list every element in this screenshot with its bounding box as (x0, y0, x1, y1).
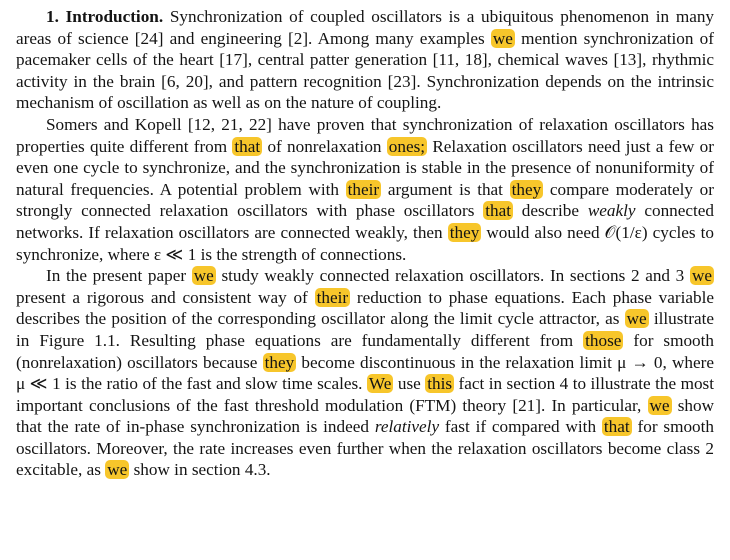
highlighted-word: we (107, 460, 128, 480)
text-run: Relaxation oscillators need just a few or even one cycle to synchronize, and the synchronization is stable in the presence of nonuniformity of natural frequencies. A potential problem with (16, 136, 714, 199)
highlighted-word: they (264, 352, 295, 372)
italic-text: weakly (587, 201, 636, 221)
highlighted-word: we (193, 266, 214, 286)
text-run: study weakly connected relaxation oscillators. In sections 2 and 3 (215, 266, 690, 286)
text-run: reduction to phase equations. Each phase variable describes the position of the corresponding oscillator along the limit cycle attractor, as (16, 287, 714, 329)
paragraph-3 (16, 265, 714, 481)
paragraph-1 (16, 6, 714, 114)
highlighted-word: we (626, 309, 647, 329)
paragraph-2 (16, 114, 714, 265)
section-title: Introduction. (65, 7, 164, 26)
section-heading (46, 7, 163, 26)
text-run: mention synchronization of pacemaker cells of the heart [17], central patter generation [11, 18], chemical waves [13], rhythmic activity in the brain [6, 20], and pattern recognition [23]. Synchronization depends on the intrinsic mechanism of oscillation as well as on the nature of coupling. (16, 28, 714, 113)
highlighted-word: they (511, 179, 542, 199)
paragraph-body (16, 266, 714, 479)
text-run: fact in section 4 to illustrate the most important conclusions of the fast threshold modulation (FTM) theory [21]. In particular, (16, 374, 714, 415)
text-run: use (393, 374, 426, 394)
highlighted-word: We (368, 374, 392, 394)
highlighted-word: their (347, 179, 380, 199)
text-run: show in section 4.3. (129, 460, 271, 480)
highlighted-word: ones; (388, 136, 426, 156)
italic-text: relatively (374, 417, 440, 437)
highlighted-word: we (649, 395, 670, 415)
text-run: connected networks. If relaxation oscillators are connected weakly, then (16, 201, 715, 242)
highlighted-word: that (485, 201, 511, 221)
text-run: of nonrelaxation (262, 136, 387, 156)
text-run: present a rigorous and consistent way of (16, 287, 315, 307)
text-run: describe (512, 201, 588, 221)
highlighted-word: we (492, 28, 513, 48)
text-run: show that the rate of in-phase synchronization is indeed (16, 395, 714, 437)
text-run: fast if compared with (439, 417, 602, 437)
highlighted-word: those (585, 330, 622, 350)
text-run: would also need 𝒪(1/ε) cycles to synchronize, where ε ≪ 1 is the strength of connections. (16, 222, 714, 264)
highlighted-word: their (316, 287, 349, 307)
highlighted-word: that (234, 136, 261, 156)
text-run: In the present paper (46, 266, 192, 286)
highlighted-word: that (603, 417, 630, 437)
paragraph-body (16, 115, 714, 264)
text-run: argument is that (381, 179, 510, 199)
text-run: compare moderately or strongly connected relaxation oscillators with phase oscillators (16, 179, 714, 221)
highlighted-word: this (427, 374, 453, 394)
text-run: illustrate in Figure 1.1. Resulting phase equations are fundamentally different from (16, 309, 714, 350)
section-number: 1. (46, 7, 59, 26)
highlighted-word: we (691, 266, 712, 286)
text-run: Synchronization of coupled oscillators is a ubiquitous phenomenon in many areas of science [24] and engineering [2]. Among many examples (16, 7, 715, 48)
highlighted-word: they (449, 222, 480, 242)
text-run: for smooth oscillators. Moreover, the rate increases even further when the relaxation oscillators become class 2 excitable, as (16, 417, 714, 480)
text-run: for smooth (nonrelaxation) oscillators because (16, 330, 714, 372)
text-run: become discontinuous in the relaxation limit μ → 0, where μ ≪ 1 is the ratio of the fast and slow time scales. (16, 352, 715, 394)
text-run: Somers and Kopell [12, 21, 22] have proven that synchronization of relaxation oscillators has properties quite different from (16, 114, 714, 156)
